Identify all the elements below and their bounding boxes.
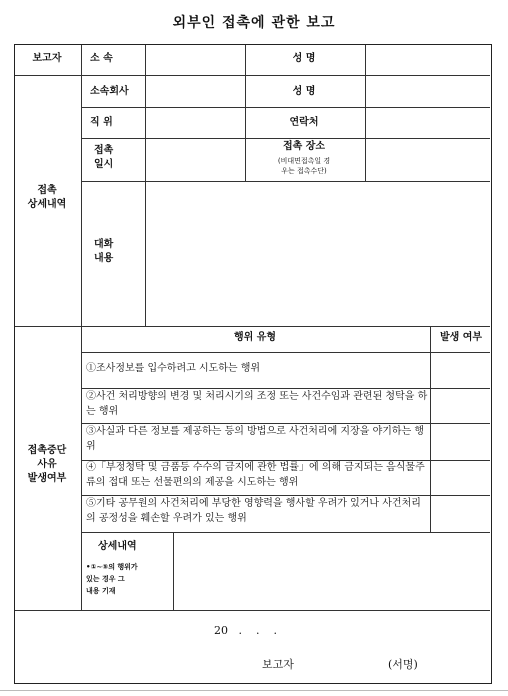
row-divider <box>15 610 490 611</box>
contact-number-label: 연락처 <box>289 117 319 128</box>
behavior-item: ①조사정보를 입수하려고 시도하는 행위 <box>86 363 261 374</box>
datetime-label: 접촉 일시 <box>94 145 114 170</box>
reporter-label: 보고자 <box>32 53 62 64</box>
conversation-label: 대화 내용 <box>94 239 114 264</box>
behavior-type-header: 행위 유형 <box>233 332 277 343</box>
col-divider <box>173 532 174 610</box>
behavior-item: ④「부정청탁 및 금품등 수수의 금지에 관한 법률」에 의해 금지되는 음식물주류의 접대 또는 선물편의의 제공을 시도하는 행위 <box>86 462 425 488</box>
signature-label: (서명) <box>388 658 418 671</box>
row-divider <box>81 352 490 353</box>
col-divider <box>145 45 146 326</box>
name-label: 성 명 <box>292 53 316 64</box>
behavior-item: ⑤기타 공무원의 사건처리에 부당한 영향력을 행사할 우려가 있거나 사건처리의 공정성을 훼손할 우려가 있는 행위 <box>86 498 421 524</box>
date-line: 20 . . . <box>214 624 277 637</box>
page-edge <box>0 690 508 691</box>
company-label: 소속회사 <box>90 86 129 97</box>
reporter-sign-label: 보고자 <box>262 658 294 671</box>
row-divider <box>81 107 490 108</box>
behavior-item: ③사실과 다른 정보를 제공하는 등의 방법으로 사건처리에 지장을 야기하는 행위 <box>86 426 425 452</box>
interruption-section-label: 접촉중단 사유 발생여부 <box>27 445 67 484</box>
col-divider <box>81 45 82 610</box>
occurrence-header: 발생 여부 <box>439 332 483 343</box>
behavior-item: ②사건 처리방향의 변경 및 처리시기의 조정 또는 사건수임과 관련된 청탁을 하는 행위 <box>86 391 428 417</box>
detail-label: 상세내역 <box>98 541 137 552</box>
contact-section-label: 접촉 상세내역 <box>27 185 67 210</box>
row-divider <box>81 181 490 182</box>
row-divider <box>81 138 490 139</box>
row-divider <box>81 532 490 533</box>
row-divider <box>15 326 490 327</box>
document-title: 외부인 접촉에 관한 보고 <box>172 15 336 31</box>
col-divider <box>430 326 431 532</box>
place-label: 접촉 장소 <box>282 141 326 152</box>
name-label-2: 성 명 <box>292 86 316 97</box>
position-label: 직 위 <box>90 117 113 128</box>
row-divider <box>15 75 490 76</box>
col-divider <box>365 45 366 182</box>
department-label: 소 속 <box>90 53 113 64</box>
detail-note: •①~⑤의 행위가 있는 경우 그 내용 기재 <box>86 563 138 595</box>
place-note: (비대면접촉일 경 우는 접촉수단) <box>277 157 331 175</box>
